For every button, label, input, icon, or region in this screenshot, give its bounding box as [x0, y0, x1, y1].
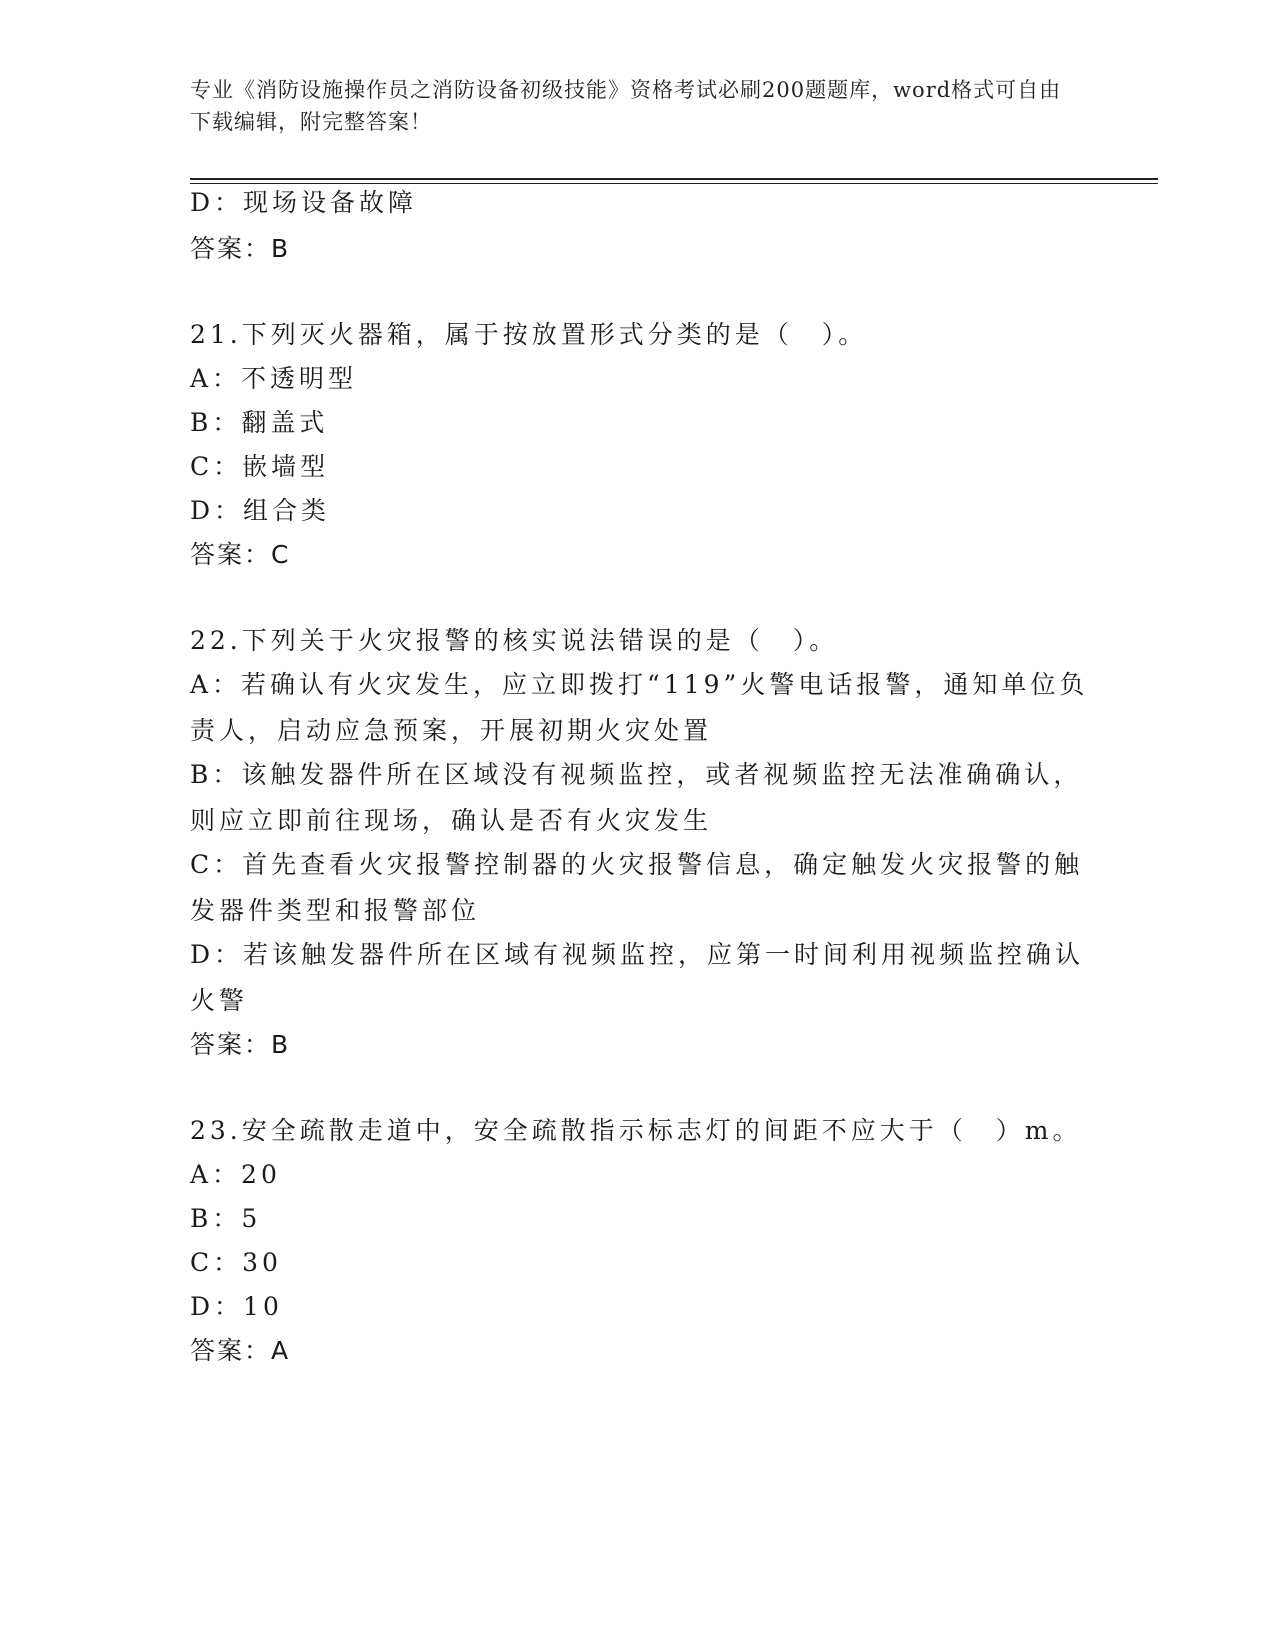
question-stem-22: 22.下列关于火灾报警的核实说法错误的是（ ）。 — [190, 626, 839, 655]
q21-option-a: A：不透明型 — [190, 364, 358, 393]
document-header: 专业《消防设施操作员之消防设备初级技能》资格考试必刷200题题库，word格式可自由下载编辑，附完整答案！ — [190, 78, 1062, 134]
header-rule-thick — [190, 178, 1158, 180]
question-stem-23: 23.安全疏散走道中，安全疏散指示标志灯的间距不应大于（ ）m。 — [190, 1116, 1082, 1145]
q21-option-b: B：翻盖式 — [190, 408, 329, 437]
answer-prev: 答案：B — [190, 234, 291, 263]
q22-answer: 答案：B — [190, 1030, 291, 1059]
q22-option-a: A：若确认有火灾发生，应立即拨打“119”火警电话报警，通知单位负责人，启动应急预案，开展初期火灾处置 — [190, 670, 1089, 745]
q23-option-c: C：30 — [190, 1248, 282, 1277]
q22-option-b: B：该触发器件所在区域没有视频监控，或者视频监控无法准确确认，则应立即前往现场，确认是否有火灾发生 — [190, 760, 1083, 835]
q21-answer: 答案：C — [190, 540, 291, 569]
header-rule-thin — [190, 183, 1158, 184]
q22-option-c: C：首先查看火灾报警控制器的火灾报警信息，确定触发火灾报警的触发器件类型和报警部位 — [190, 850, 1084, 925]
q23-answer: 答案：A — [190, 1336, 291, 1365]
q21-option-c: C：嵌墙型 — [190, 452, 330, 481]
question-stem-21: 21.下列灭火器箱，属于按放置形式分类的是（ ）。 — [190, 320, 868, 349]
q21-option-d: D：组合类 — [190, 496, 331, 525]
q23-option-b: B：5 — [190, 1204, 262, 1233]
q22-option-d: D：若该触发器件所在区域有视频监控，应第一时间利用视频监控确认火警 — [190, 940, 1085, 1015]
q23-option-d: D：10 — [190, 1292, 283, 1321]
option-d-prev: D：现场设备故障 — [190, 188, 418, 217]
q23-option-a: A：20 — [190, 1160, 281, 1189]
